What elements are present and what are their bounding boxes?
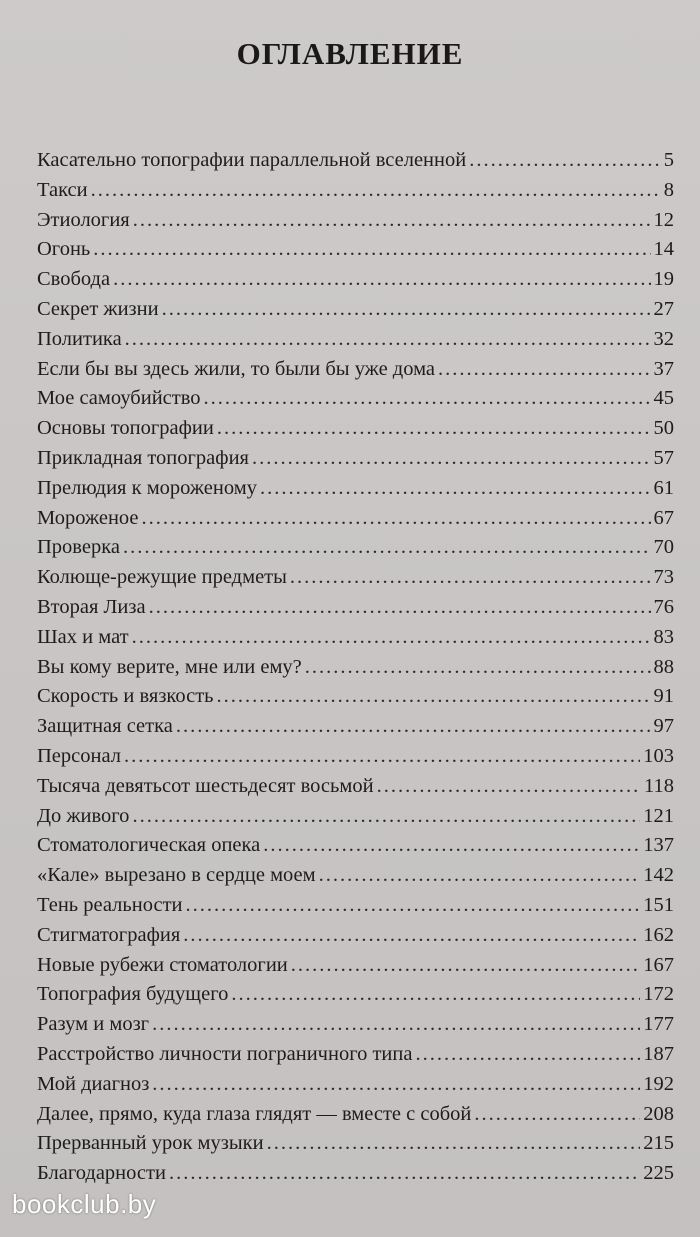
toc-entry-page: 50 xyxy=(653,417,674,440)
toc-entry-title: Расстройство личности пограничного типа xyxy=(37,1042,413,1065)
toc-entry-page: 151 xyxy=(643,893,674,916)
toc-entry-page: 162 xyxy=(643,923,674,946)
toc-entry-title: Скорость и вязкость xyxy=(37,685,214,708)
toc-entry xyxy=(37,653,674,683)
toc-entry-page: 208 xyxy=(643,1102,674,1125)
toc-leader-dots xyxy=(305,653,651,683)
toc-leader-dots xyxy=(474,1100,640,1130)
toc-entry-title: Колюще-режущие предметы xyxy=(37,566,287,589)
toc-entry xyxy=(37,712,674,742)
toc-leader-dots xyxy=(149,593,651,623)
toc-entry-title: Топография будущего xyxy=(37,983,229,1006)
toc-entry xyxy=(37,265,674,295)
toc-leader-dots xyxy=(252,444,651,474)
toc-entry-page: 142 xyxy=(643,864,674,887)
toc-leader-dots xyxy=(319,861,641,891)
toc-entry xyxy=(37,593,674,623)
toc-entry-page: 45 xyxy=(653,387,674,410)
page-title: ОГЛАВЛЕНИЕ xyxy=(236,36,464,71)
toc-leader-dots xyxy=(132,623,651,653)
toc-leader-dots xyxy=(124,742,640,772)
toc-leader-dots xyxy=(260,474,651,504)
toc-entry-title: Прелюдия к мороженому xyxy=(37,476,257,499)
toc-leader-dots xyxy=(438,355,650,385)
toc-entry-page: 167 xyxy=(643,953,674,976)
toc-entry xyxy=(37,295,674,325)
toc-entry-page: 97 xyxy=(653,715,674,738)
toc-entry-title: Благодарности xyxy=(37,1162,166,1185)
toc-entry-page: 215 xyxy=(643,1132,674,1155)
toc-entry-page: 70 xyxy=(653,536,674,559)
toc-leader-dots xyxy=(142,504,651,534)
toc-leader-dots xyxy=(132,802,640,832)
watermark-text: bookclub.by xyxy=(12,1189,157,1219)
toc-leader-dots xyxy=(291,951,640,981)
toc-entry-page: 192 xyxy=(643,1072,674,1095)
toc-entry xyxy=(37,1159,674,1189)
toc-leader-dots xyxy=(267,1129,641,1159)
toc-entry-page: 118 xyxy=(644,774,674,797)
toc-entry-title: Секрет жизни xyxy=(37,297,159,320)
toc-entry-page: 61 xyxy=(653,476,674,499)
toc-leader-dots xyxy=(263,831,640,861)
toc-entry-page: 187 xyxy=(643,1042,674,1065)
toc-entry-title: До живого xyxy=(37,804,130,827)
toc-entry xyxy=(37,802,674,832)
toc-entry xyxy=(37,742,674,772)
toc-leader-dots xyxy=(217,682,651,712)
toc-entry xyxy=(37,682,674,712)
toc-entry xyxy=(37,414,674,444)
toc-entry-page: 225 xyxy=(643,1162,674,1185)
toc-entry-title: Тень реальности xyxy=(37,893,183,916)
toc-entry xyxy=(37,206,674,236)
toc-leader-dots xyxy=(169,1159,640,1189)
toc-entry-page: 5 xyxy=(663,149,674,171)
toc-entry-page: 177 xyxy=(643,1013,674,1036)
toc-entry xyxy=(37,1010,674,1040)
toc-entry-title: Новые рубежи стоматологии xyxy=(37,953,288,976)
toc-entry xyxy=(37,891,674,921)
toc-entry-title: Мой диагноз xyxy=(37,1072,150,1095)
toc-entry xyxy=(37,474,674,504)
toc-entry xyxy=(37,325,674,355)
toc-entry xyxy=(37,951,674,981)
toc-entry-title: Вы кому верите, мне или ему? xyxy=(37,655,302,678)
toc-entry xyxy=(37,355,674,385)
toc-leader-dots xyxy=(204,384,651,414)
toc-entry-title: Огонь xyxy=(37,238,91,261)
toc-entry-title: Защитная сетка xyxy=(37,715,173,738)
toc-entry-page: 91 xyxy=(653,685,674,708)
toc-leader-dots xyxy=(217,414,651,444)
toc-leader-dots xyxy=(377,772,641,802)
toc-leader-dots xyxy=(186,891,641,921)
toc-entry-page: 27 xyxy=(653,297,674,320)
toc-entry-page: 103 xyxy=(643,744,674,767)
toc-entry-title: Разум и мозг xyxy=(37,1013,150,1036)
toc-entry xyxy=(37,1070,674,1100)
toc-leader-dots xyxy=(125,325,651,355)
toc-entry xyxy=(37,146,674,176)
toc-entry-title: Если бы вы здесь жили, то были бы уже дома xyxy=(37,357,436,380)
toc-entry xyxy=(37,235,674,265)
toc-entry-page: 8 xyxy=(663,178,674,201)
toc-entry xyxy=(37,831,674,861)
toc-leader-dots xyxy=(231,980,640,1010)
toc-entry-title: Стоматологическая опека xyxy=(37,834,261,857)
toc-entry-page: 14 xyxy=(653,238,674,261)
toc-entry-page: 137 xyxy=(643,834,674,857)
toc-entry-title: Политика xyxy=(37,327,122,350)
toc-entry xyxy=(37,563,674,593)
toc-leader-dots xyxy=(93,235,650,265)
toc-entry xyxy=(37,1040,674,1070)
toc-leader-dots xyxy=(152,1010,640,1040)
toc-entry-page: 172 xyxy=(643,983,674,1006)
toc-entry-title: Стигматография xyxy=(37,923,181,946)
toc-entry-title: Тысяча девятьсот шестьдесят восьмой xyxy=(37,774,374,797)
toc-entry xyxy=(37,504,674,534)
toc-entry-title: Такси xyxy=(37,178,88,201)
toc-entry-title: Этиология xyxy=(37,208,130,231)
toc-entry-title: Персонал xyxy=(37,744,121,767)
toc-entry xyxy=(37,384,674,414)
toc-entry-title: Мое самоубийство xyxy=(37,387,201,410)
toc-entry-page: 32 xyxy=(653,327,674,350)
toc-entry-title: Прикладная топография xyxy=(37,446,249,469)
toc-leader-dots xyxy=(415,1040,640,1070)
toc-entry xyxy=(37,861,674,891)
toc-leader-dots xyxy=(133,206,651,236)
toc-entry-title: Касательно топографии параллельной вселенной xyxy=(37,149,467,171)
toc-leader-dots xyxy=(176,712,651,742)
toc-leader-dots xyxy=(290,563,651,593)
toc-entry-page: 88 xyxy=(653,655,674,678)
toc-entry-page: 67 xyxy=(653,506,674,529)
toc-entry xyxy=(37,623,674,653)
toc-entry xyxy=(37,1100,674,1130)
toc-entry-title: Далее, прямо, куда глаза глядят — вместе с собой xyxy=(37,1102,472,1125)
toc-entry xyxy=(37,1129,674,1159)
toc-entry-title: Вторая Лиза xyxy=(37,595,146,618)
toc-entry-page: 19 xyxy=(653,268,674,291)
toc-entry-page: 37 xyxy=(653,357,674,380)
toc-leader-dots xyxy=(152,1070,640,1100)
toc-entry-page: 121 xyxy=(643,804,674,827)
toc-entry xyxy=(37,533,674,563)
toc-entry-title: Шах и мат xyxy=(37,625,129,648)
toc-entry xyxy=(37,176,674,206)
toc-entry-title: Прерванный урок музыки xyxy=(37,1132,264,1155)
toc-leader-dots xyxy=(123,533,651,563)
toc-entry xyxy=(37,980,674,1010)
toc-entry-page: 83 xyxy=(653,625,674,648)
toc-entry-page: 57 xyxy=(653,446,674,469)
toc-entry-page: 73 xyxy=(653,566,674,589)
table-of-contents xyxy=(37,146,674,1189)
toc-leader-dots xyxy=(162,295,651,325)
toc-entry xyxy=(37,772,674,802)
toc-leader-dots xyxy=(91,176,661,206)
toc-entry-title: Свобода xyxy=(37,268,111,291)
toc-leader-dots xyxy=(113,265,650,295)
toc-entry-title: Основы топографии xyxy=(37,417,214,440)
toc-leader-dots xyxy=(469,146,661,176)
toc-entry xyxy=(37,921,674,951)
toc-entry-title: «Кале» вырезано в сердце моем xyxy=(37,864,316,887)
toc-entry-title: Мороженое xyxy=(37,506,139,529)
toc-entry-page: 12 xyxy=(653,208,674,231)
toc-entry-title: Проверка xyxy=(37,536,120,559)
toc-leader-dots xyxy=(183,921,640,951)
toc-entry xyxy=(37,444,674,474)
toc-entry-page: 76 xyxy=(653,595,674,618)
